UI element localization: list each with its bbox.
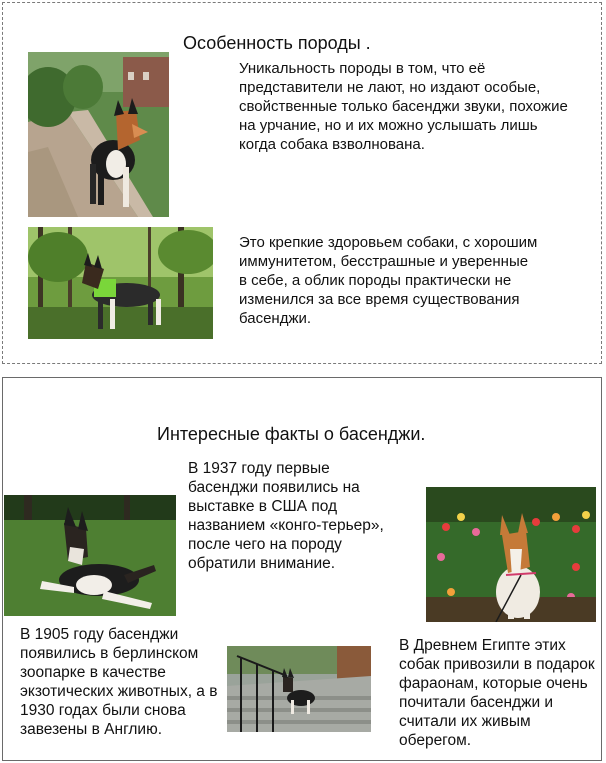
fact-1937-text: В 1937 году первые басенджи появились на выставке в США под названием «конго-терьер», после чего на породу обратили внимание. — [188, 460, 384, 572]
photo-dog-on-stairs — [227, 646, 371, 732]
photo-dog-lying-on-grass — [4, 495, 176, 616]
breed-health-text: Это крепкие здоровьем собаки, с хорошим иммунитетом, бесстрашные и уверенные в себе, а облик породы практически не изменился за все время существования басенджи. — [239, 234, 538, 327]
fact-1905-text: В 1905 году басенджи появились в берлинском зоопарке в качестве экзотических животных, а в 1930 годах были снова завезены в Англию. — [20, 626, 218, 738]
slide-breed-features — [2, 2, 602, 364]
slide-title: Интересные факты о басенджи. — [157, 424, 426, 444]
photo-dog-in-forest — [28, 227, 213, 339]
breed-feature-text: Уникальность породы в том, что её представители не лают, но издают особые, свойственные только басенджи звуки, похожие на урчание, но и их можно услышать лишь когда собака взволнована. — [239, 60, 568, 153]
photo-dog-on-path — [28, 52, 169, 217]
slide-title: Особенность породы . — [183, 33, 371, 53]
slide-interesting-facts — [2, 377, 602, 761]
fact-egypt-text: В Древнем Египте этих собак привозили в подарок фараонам, которые очень почитали басенджи и считали их живым оберегом. — [399, 637, 595, 749]
photo-dog-among-tulips — [426, 487, 596, 622]
